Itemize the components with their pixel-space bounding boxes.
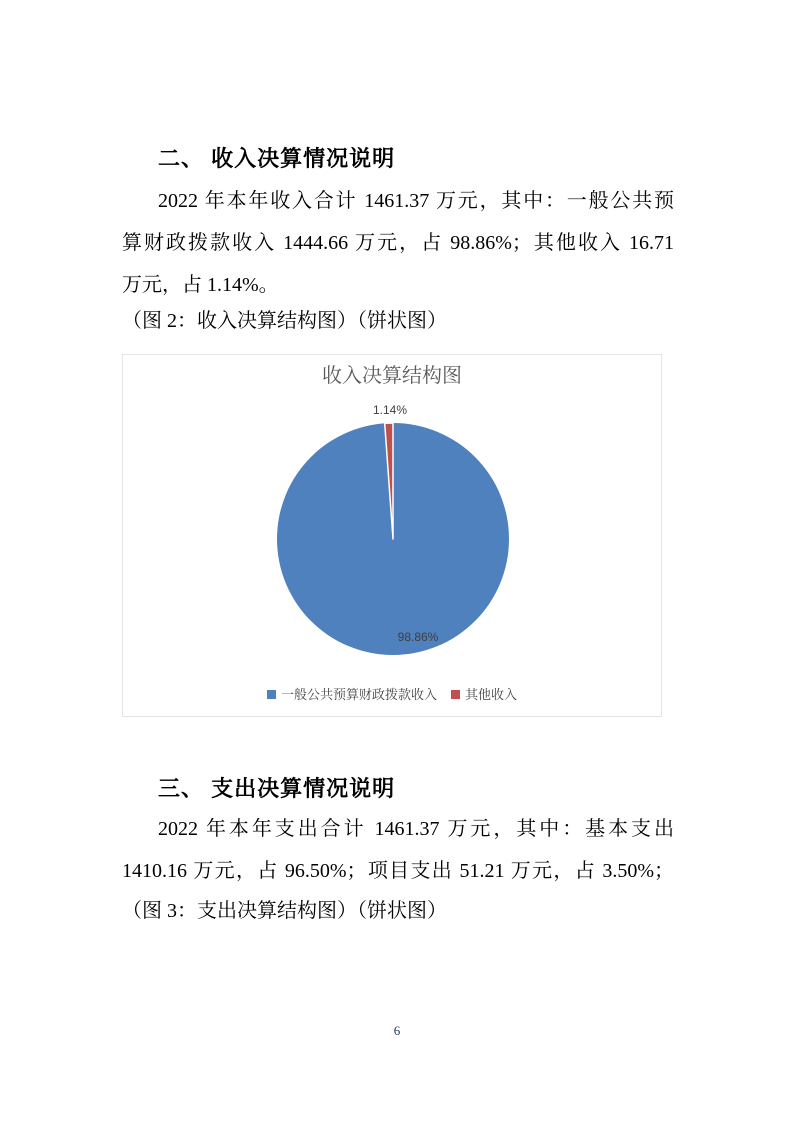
expenditure-paragraph: [122, 808, 674, 892]
expenditure-paragraph-line-1: 2022 年本年支出合计 1461.37 万元，其中：基本支出: [158, 818, 674, 840]
income-paragraph: [122, 180, 674, 306]
income-pie-chart: [122, 354, 662, 717]
figure2-caption: （图 2：收入决算结构图）（饼状图）: [122, 310, 447, 332]
legend-item-general-budget: [267, 687, 437, 702]
legend-label-other-income: 其他收入: [465, 687, 518, 702]
income-paragraph-line-1: 2022 年本年收入合计 1461.37 万元，其中：一般公共预: [158, 190, 674, 212]
pie-label-other-income: 1.14%: [372, 403, 408, 417]
income-paragraph-line-2: 算财政拨款收入 1444.66 万元，占 98.86%；其他收入 16.71: [122, 232, 674, 254]
expenditure-section-heading: 三、 支出决算情况说明: [158, 776, 396, 801]
income-paragraph-line-3: 万元，占 1.14%。: [122, 274, 279, 296]
legend-label-general-budget: 一般公共预算财政拨款收入: [280, 687, 437, 702]
pie-chart-canvas: [123, 355, 661, 716]
legend-item-other-income: [451, 687, 517, 702]
legend-swatch-other-income-icon: [451, 690, 460, 699]
expenditure-paragraph-line-2: 1410.16 万元，占 96.50%；项目支出 51.21 万元，占 3.50%；: [122, 860, 674, 882]
page-number: 6: [393, 1023, 401, 1038]
pie-chart-title: 收入决算结构图: [322, 365, 462, 387]
legend-swatch-general-budget-icon: [267, 690, 276, 699]
income-section-heading: 二、 收入决算情况说明: [158, 146, 396, 171]
pie-chart-legend: [123, 687, 661, 702]
figure3-caption: （图 3：支出决算结构图）（饼状图）: [122, 900, 447, 922]
pie-label-general-budget: 98.86%: [397, 630, 439, 644]
